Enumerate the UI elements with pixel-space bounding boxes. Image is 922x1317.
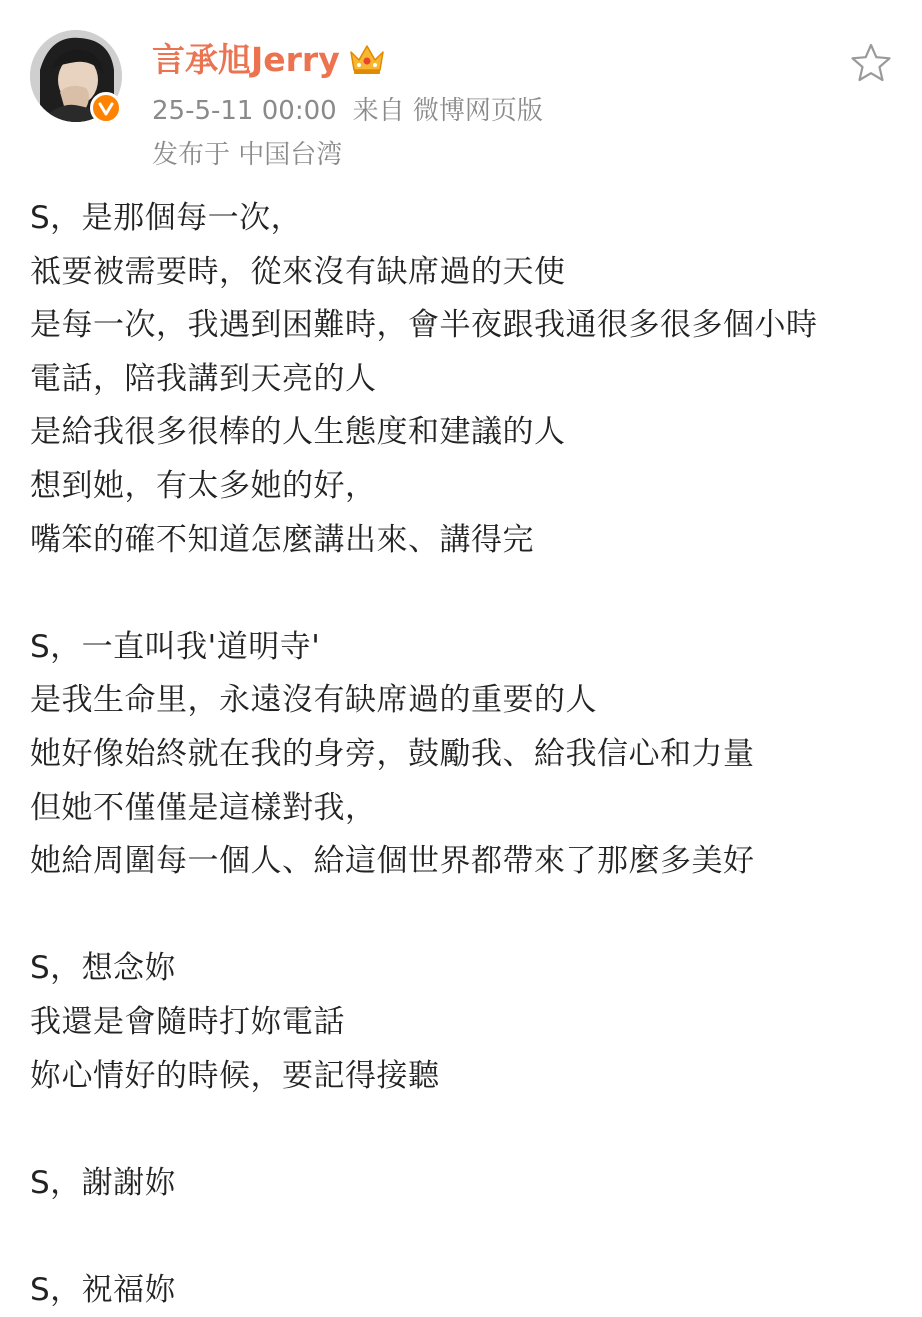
post-line: 妳心情好的時候，要記得接聽 [30, 1057, 440, 1094]
post-line-blank [30, 1103, 900, 1157]
post-line-blank [30, 1210, 900, 1264]
post-content [30, 192, 900, 1317]
user-name[interactable]: 言承旭Jerry [152, 40, 340, 79]
post-line: S，一直叫我'道明寺' [30, 628, 321, 665]
post-header [0, 0, 922, 190]
post-source: 来自 微博网页版 [352, 96, 543, 126]
post-line: 想到她，有太多她的好， [30, 467, 377, 504]
post-line: 祗要被需要時，從來沒有缺席過的天使 [30, 253, 566, 290]
post-line: 是給我很多很棒的人生態度和建議的人 [30, 414, 566, 451]
post-meta [152, 94, 559, 128]
star-outline-icon[interactable] [850, 42, 892, 84]
post-line: S，想念妳 [30, 950, 177, 987]
post-line: 但她不僅僅是這樣對我， [30, 789, 377, 826]
post-location: 发布于 中国台湾 [152, 140, 343, 170]
post-line: 她給周圍每一個人、給這個世界都帶來了那麼多美好 [30, 843, 755, 880]
post-line-blank [30, 889, 900, 943]
post-line: 是每一次，我遇到困難時，會半夜跟我通很多很多個小時 [30, 307, 818, 344]
verified-badge-icon [90, 92, 122, 124]
post-line: 電話，陪我講到天亮的人 [30, 360, 377, 397]
crown-icon [348, 40, 386, 76]
post-timestamp[interactable]: 25-5-11 00:00 [152, 96, 337, 126]
post-line: S，謝謝妳 [30, 1164, 177, 1201]
post-line: 是我生命里，永遠沒有缺席過的重要的人 [30, 682, 597, 719]
post-line: S，祝福妳 [30, 1271, 177, 1308]
post-line: 嘴笨的確不知道怎麼講出來、講得完 [30, 521, 534, 558]
post-line: 我還是會隨時打妳電話 [30, 1003, 345, 1040]
post-line: 她好像始終就在我的身旁，鼓勵我、給我信心和力量 [30, 735, 755, 772]
post-line: S，是那個每一次， [30, 200, 303, 236]
post-line-blank [30, 567, 900, 621]
